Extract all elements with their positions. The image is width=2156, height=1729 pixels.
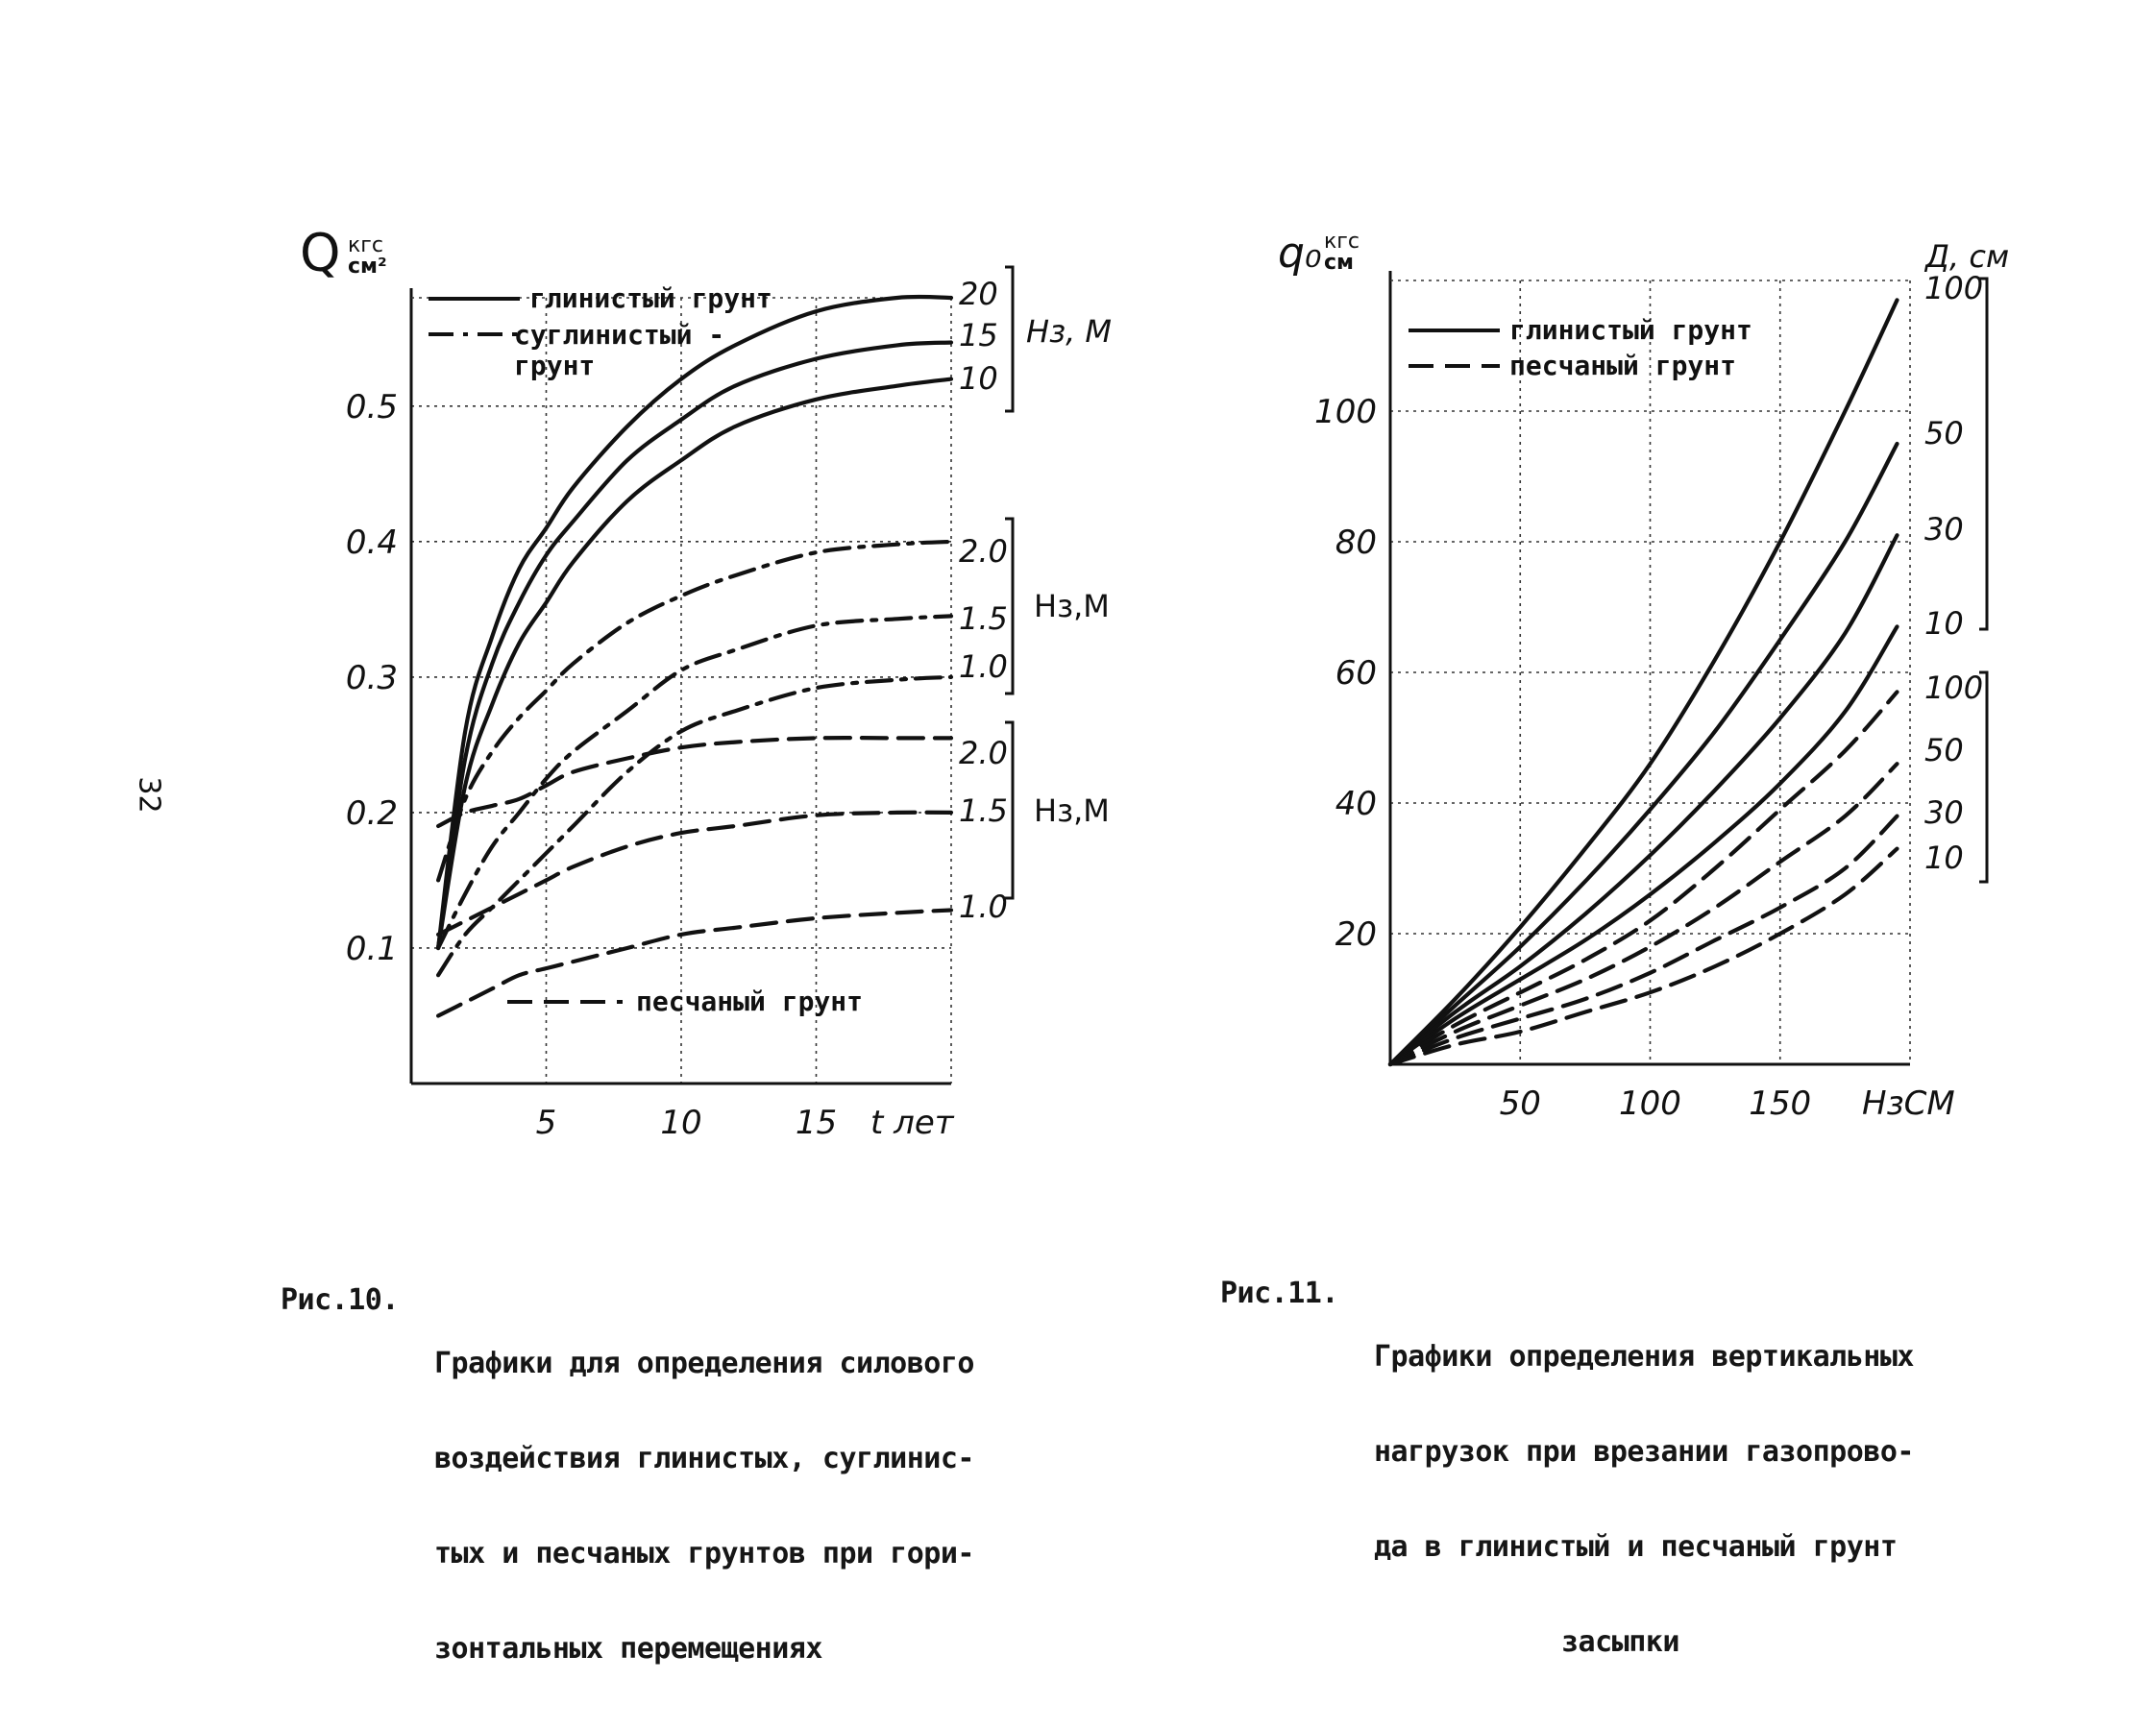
caption-line: засыпки <box>1561 1625 1679 1659</box>
y-tick-label: 0.1 <box>345 929 398 968</box>
x-tick-label: 150 <box>1749 1084 1812 1123</box>
legend-label: глинистый грунт <box>529 282 772 314</box>
series-end-label: 1.5 <box>959 600 1008 637</box>
x-tick-label: 15 <box>795 1104 838 1142</box>
legend-label: песчаный грунт <box>1509 350 1737 381</box>
series-end-label: 50 <box>1924 415 1964 451</box>
series-line-solid <box>438 343 951 949</box>
caption-line: нагрузок при врезании газопрово- <box>1374 1435 1914 1469</box>
y-axis-unit-num: кгс <box>1324 230 1360 254</box>
x-axis-label: HзСМ <box>1862 1084 1955 1123</box>
caption-line: тых и песчаных грунтов при гори- <box>434 1537 974 1571</box>
series-end-label: 10 <box>1924 840 1964 876</box>
caption-line: да в глинистый и песчаный грунт <box>1374 1530 1898 1564</box>
y-tick-label: 80 <box>1335 524 1377 562</box>
legend-label: грунт <box>514 350 596 381</box>
series-end-label: 10 <box>1924 605 1964 642</box>
legend-label: суглинистый - <box>514 319 725 351</box>
figure-caption-10 <box>281 1283 974 1666</box>
y-tick-label: 40 <box>1335 785 1377 823</box>
series-end-label: 1.5 <box>959 792 1008 829</box>
series-end-label: 100 <box>1924 670 1984 706</box>
y-tick-label: 0.3 <box>345 658 398 697</box>
series-end-label: 1.0 <box>959 648 1008 685</box>
series-line-solid <box>1390 626 1898 1064</box>
x-tick-label: 100 <box>1619 1084 1681 1123</box>
caption-lead: Рис.11. <box>1220 1277 1338 1310</box>
legend-label: песчаный грунт <box>636 986 864 1017</box>
y-tick-label: 0.2 <box>345 793 398 833</box>
group-bracket <box>1005 267 1013 411</box>
series-line-solid <box>1390 444 1898 1064</box>
series-end-label: 10 <box>959 360 998 397</box>
series-end-label: 50 <box>1924 732 1964 768</box>
y-tick-label: 100 <box>1314 393 1377 431</box>
series-end-label: 20 <box>959 276 998 312</box>
y-axis-unit-num: кгс <box>348 233 383 257</box>
y-tick-label: 20 <box>1335 915 1377 954</box>
y-axis-label: q₀ <box>1278 229 1322 278</box>
right-axis-label: Д, см <box>1925 238 2010 275</box>
figure-caption-11 <box>1220 1277 1914 1659</box>
caption-line: воздействия глинистых, суглинис- <box>434 1442 974 1475</box>
group-param-label: Hз, М <box>1026 313 1113 350</box>
caption-lead: Рис.10. <box>281 1283 399 1317</box>
y-tick-label: 0.4 <box>345 523 398 562</box>
series-line-dashdot <box>438 616 951 948</box>
legend-label: глинистый грунт <box>1509 314 1752 346</box>
series-end-label: 30 <box>1924 511 1964 548</box>
chart-vertical-load <box>1278 229 2009 1123</box>
series-line-dashed <box>1390 849 1898 1064</box>
caption-line: Графики для определения силового <box>434 1347 974 1380</box>
group-param-label: Hз,М <box>1034 792 1110 829</box>
caption-line: Графики определения вертикальных <box>1374 1340 1914 1374</box>
y-tick-label: 60 <box>1335 654 1377 693</box>
x-tick-label: 5 <box>535 1104 557 1142</box>
series-end-label: 15 <box>959 317 998 353</box>
y-tick-label: 0.5 <box>345 387 398 426</box>
group-param-label: Hз,М <box>1034 588 1110 624</box>
y-axis-unit-den: см² <box>348 255 387 279</box>
series-end-label: 100 <box>1924 270 1984 306</box>
series-end-label: 2.0 <box>959 735 1008 771</box>
group-bracket <box>1979 279 1987 629</box>
series-end-label: 30 <box>1924 794 1964 831</box>
series-end-label: 2.0 <box>959 533 1008 570</box>
series-line-solid <box>438 297 951 948</box>
series-line-dashed <box>438 813 951 935</box>
caption-line: зонтальных перемещениях <box>434 1632 822 1666</box>
x-tick-label: 50 <box>1499 1084 1541 1123</box>
x-tick-label: 10 <box>660 1104 702 1142</box>
series-end-label: 1.0 <box>959 889 1008 925</box>
page-number: 32 <box>132 776 166 814</box>
y-axis-label: Q <box>300 223 341 283</box>
series-line-dashed <box>1390 692 1898 1064</box>
chart-horizontal-soil-force <box>300 223 1112 1142</box>
x-axis-label: t лет <box>870 1104 954 1142</box>
y-axis-unit-den: см <box>1324 251 1355 275</box>
